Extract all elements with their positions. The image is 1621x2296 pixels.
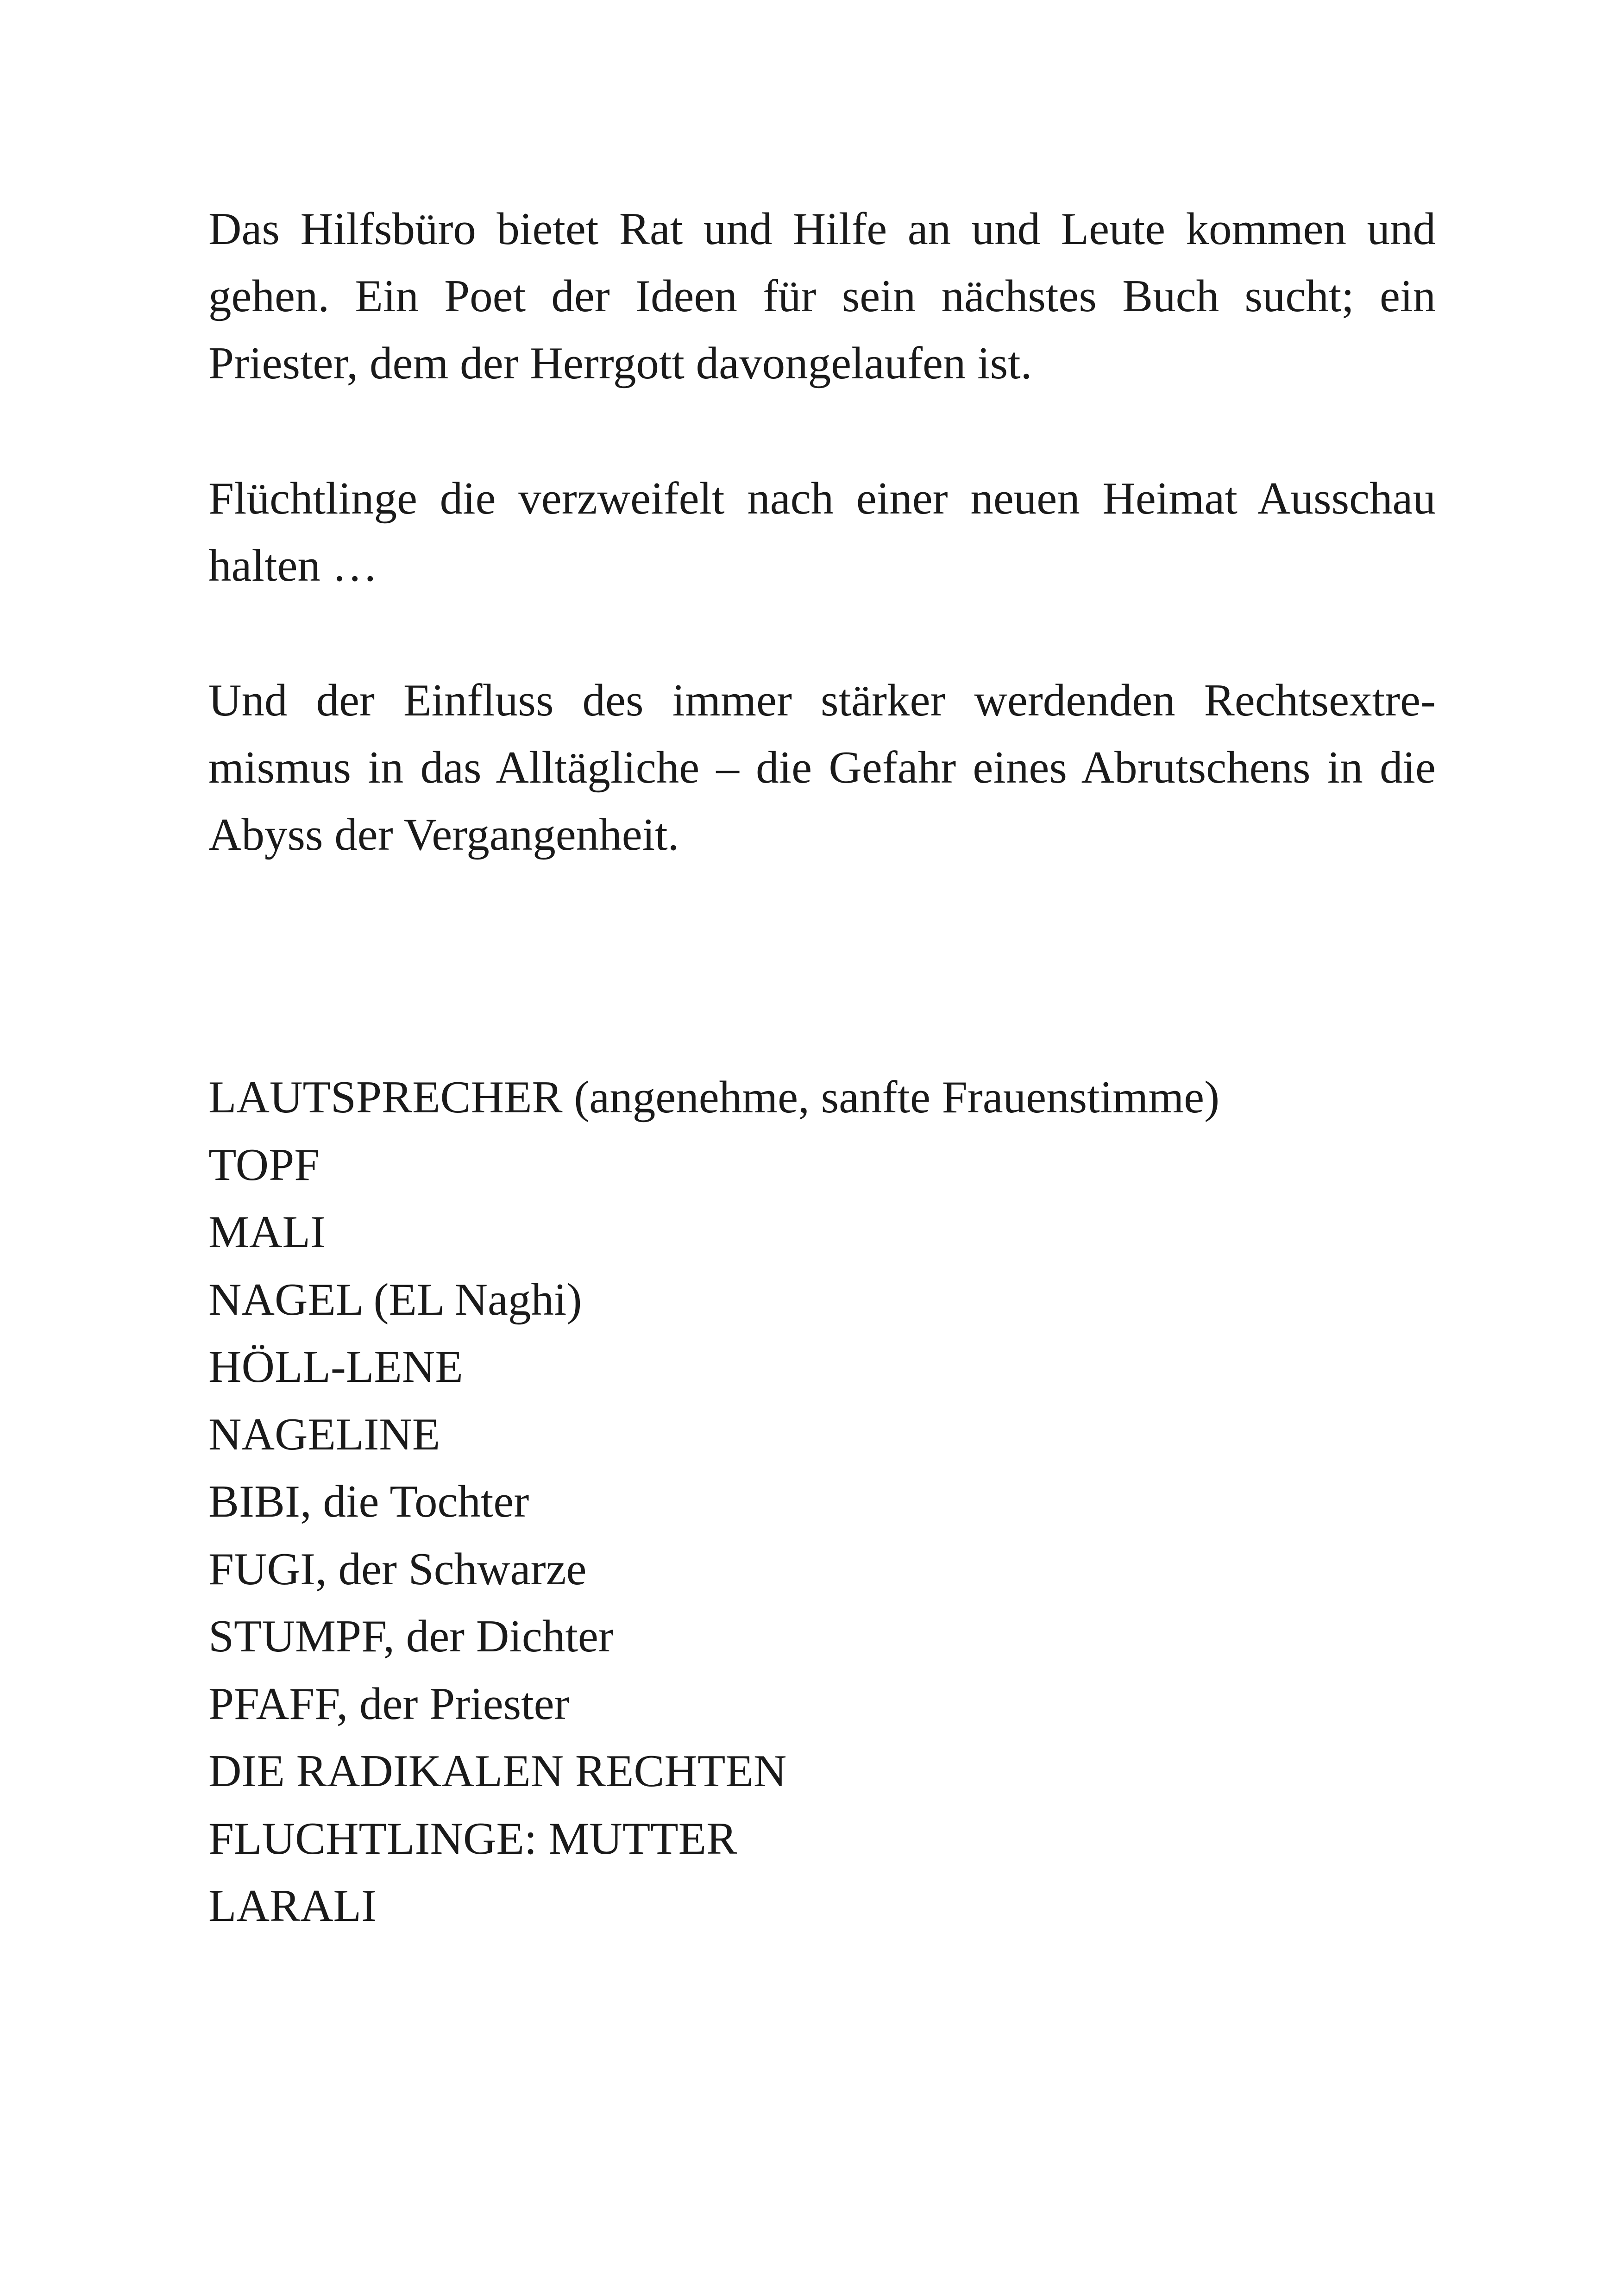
cast-item-larali: LARALI: [208, 1881, 377, 1931]
cast-item-pfaff: PFAFF, der Priester: [208, 1678, 570, 1729]
cast-item-hoell-lene: HÖLL-LENE: [208, 1342, 463, 1392]
cast-item-stumpf: STUMPF, der Dichter: [208, 1611, 614, 1662]
cast-list: [208, 1064, 1436, 1940]
cast-item-mali: MALI: [208, 1207, 326, 1257]
paragraph-intro: Das Hilfsbüro bietet Rat und Hilfe an und Leute kommen und gehen. Ein Poet der Ideen für sein nächstes Buch sucht; ein Priester, dem der Herrgott davongelaufen ist.: [208, 204, 1436, 389]
cast-item-lautsprecher: LAUTSPRECHER (angenehme, sanfte Frauenstimme): [208, 1072, 1220, 1123]
cast-item-bibi: BIBI, die Tochter: [208, 1476, 529, 1527]
cast-item-fugi: FUGI, der Schwarze: [208, 1543, 587, 1594]
cast-item-nagel: NAGEL (EL Naghi): [208, 1274, 582, 1325]
cast-item-radikalen-rechten: DIE RADIKALEN RECHTEN: [208, 1746, 787, 1796]
paragraph-extremism: Und der Einfluss des immer stärker werdenden Rechtsextremismus in das Alltägliche – die Gefahr eines Abrutschens in die Abyss der Vergangenheit.: [208, 675, 1436, 860]
cast-item-nageline: NAGELINE: [208, 1409, 440, 1460]
cast-item-fluchtlinge: FLUCHTLINGE: MUTTER: [208, 1813, 737, 1864]
paragraph-refugees: Flüchtlinge die verzweifelt nach einer neuen Heimat Ausschau halten …: [208, 473, 1436, 591]
cast-item-topf: TOPF: [208, 1139, 320, 1190]
